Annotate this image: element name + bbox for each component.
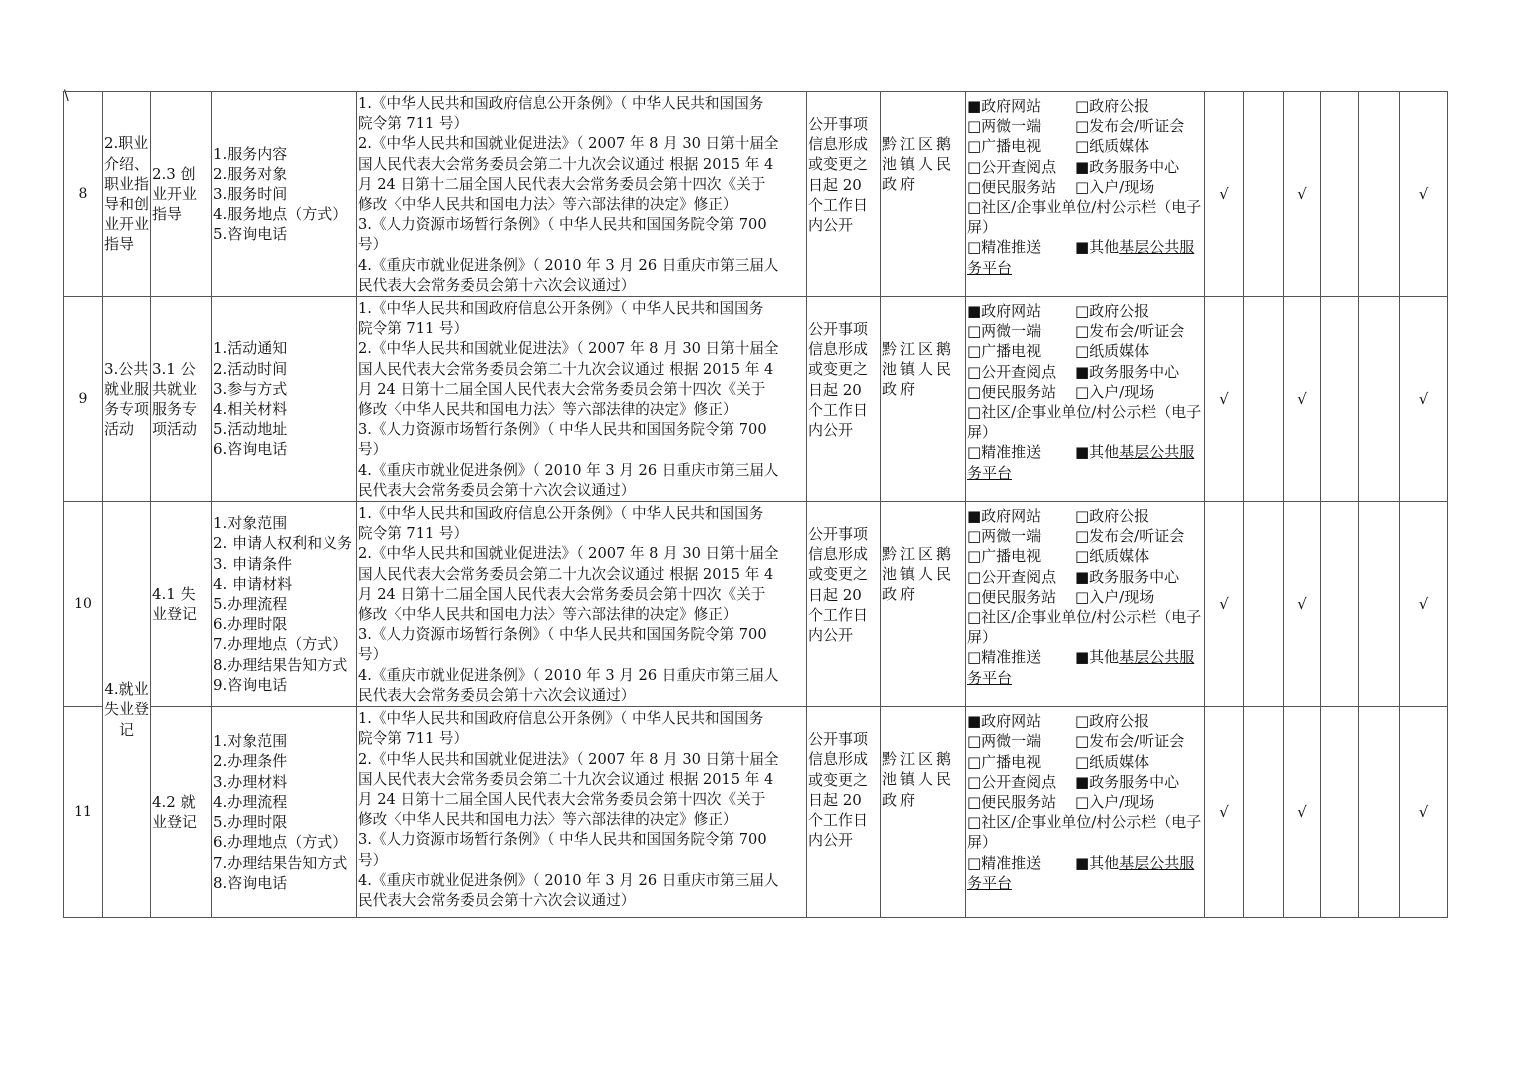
law-line: 3.《人力资源市场暂行条例》（ 中华人民共和国国务院令第 700: [358, 216, 767, 234]
disclosure-table: [63, 91, 1448, 918]
subject-cell: 黔江区鹅池镇人民政府: [881, 707, 966, 918]
channel-option: □便民服务站: [967, 792, 1057, 811]
list-item: 3. 申请条件: [213, 554, 293, 573]
time-limit-cell: 公开事项信息形成或变更之日起 20 个工作日内公开: [807, 707, 881, 918]
list-item: 5.活动地址: [213, 420, 288, 439]
list-item: 4.相关材料: [213, 400, 288, 419]
category-cell: 2.职业介绍、职业指导和创业开业指导: [103, 92, 151, 297]
check-cell: √: [1400, 92, 1448, 297]
channel-option: □政府公报: [1075, 302, 1150, 321]
check-cell: [1359, 707, 1400, 918]
items-cell: [212, 707, 357, 918]
time-limit-cell: 公开事项信息形成或变更之日起 20 个工作日内公开: [807, 92, 881, 297]
law-line: 号）: [358, 441, 388, 459]
law-line: 号）: [358, 851, 388, 869]
subject-cell: 黔江区鹅池镇人民政府: [881, 92, 966, 297]
law-line: 月 24 日第十二届全国人民代表大会常务委员会第十四次《关于: [358, 380, 766, 398]
law-line: 修改〈中华人民共和国电力法〉等六部法律的决定》修正）: [358, 401, 738, 419]
list-item: 9.咨询电话: [213, 675, 288, 694]
law-line: 院令第 711 号）: [358, 320, 469, 338]
law-line: 民代表大会常务委员会第十六次会议通过）: [358, 481, 636, 499]
channel-option: □公开查阅点: [967, 567, 1057, 586]
law-line: 1.《中华人民共和国政府信息公开条例》（ 中华人民共和国国务: [358, 505, 764, 523]
laws-cell: [357, 92, 807, 297]
channel-option: □发布会/听证会: [1075, 732, 1185, 751]
channel-option: □入户/现场: [1075, 382, 1155, 401]
law-line: 3.《人力资源市场暂行条例》（ 中华人民共和国国务院令第 700: [358, 421, 767, 439]
law-line: 2.《中华人民共和国就业促进法》（ 2007 年 8 月 30 日第十届全: [358, 750, 779, 768]
law-line: 修改〈中华人民共和国电力法〉等六部法律的决定》修正）: [358, 196, 738, 214]
table-row: [64, 92, 1448, 297]
channel-option: □便民服务站: [967, 382, 1057, 401]
channel-option: ■其他: [1075, 238, 1120, 257]
channel-option: □精准推送: [967, 853, 1042, 872]
channel-option: □社区/企事业单位/村公示栏（电子屏）: [967, 813, 1202, 852]
row-number: 11: [64, 707, 103, 918]
time-limit-cell: 公开事项信息形成或变更之日起 20 个工作日内公开: [807, 502, 881, 707]
channel-option: □精准推送: [967, 238, 1042, 257]
corner-mark: \: [64, 88, 69, 104]
channel-option: ■政务服务中心: [1075, 772, 1180, 791]
laws-cell: [357, 707, 807, 918]
channel-option: ■其他: [1075, 443, 1120, 462]
channel-option: □两微一端: [967, 117, 1042, 136]
list-item: 5.办理流程: [213, 594, 288, 613]
channel-option: ■政务服务中心: [1075, 567, 1180, 586]
law-line: 月 24 日第十二届全国人民代表大会常务委员会第十四次《关于: [358, 585, 766, 603]
law-line: 号）: [358, 646, 388, 664]
check-cell: √: [1400, 502, 1448, 707]
check-cell: √: [1284, 92, 1321, 297]
channel-option: □入户/现场: [1075, 587, 1155, 606]
channel-option: □政府公报: [1075, 712, 1150, 731]
list-item: 4. 申请材料: [213, 574, 293, 593]
channel-option: ■其他: [1075, 853, 1120, 872]
channel-option: □纸质媒体: [1075, 137, 1150, 156]
check-cell: [1359, 297, 1400, 502]
law-line: 国人民代表大会常务委员会第二十九次会议通过 根据 2015 年 4: [358, 770, 774, 788]
list-item: 5.咨询电话: [213, 225, 288, 244]
channel-option: ■政府网站: [967, 97, 1042, 115]
channel-other-text: 基层公共服务平台: [967, 443, 1195, 482]
law-line: 民代表大会常务委员会第十六次会议通过）: [358, 276, 636, 294]
channel-option: □广播电视: [967, 547, 1042, 566]
channel-option: □公开查阅点: [967, 157, 1057, 176]
channels-cell: [966, 502, 1205, 707]
table-row: [64, 707, 1448, 918]
channel-option: ■其他: [1075, 648, 1120, 667]
check-cell: √: [1284, 707, 1321, 918]
list-item: 3.办理材料: [213, 772, 288, 791]
check-cell: √: [1400, 297, 1448, 502]
list-item: 2.活动时间: [213, 359, 288, 378]
channel-option: □公开查阅点: [967, 772, 1057, 791]
channel-option: □两微一端: [967, 732, 1042, 751]
check-cell: [1359, 92, 1400, 297]
laws-cell: [357, 502, 807, 707]
law-line: 修改〈中华人民共和国电力法〉等六部法律的决定》修正）: [358, 606, 738, 624]
check-cell: √: [1205, 92, 1244, 297]
channel-option: □两微一端: [967, 322, 1042, 341]
channel-option: □广播电视: [967, 342, 1042, 361]
list-item: 7.办理地点（方式）: [213, 635, 348, 654]
law-line: 院令第 711 号）: [358, 730, 469, 748]
table-row: [64, 502, 1448, 707]
row-number: 8: [64, 92, 103, 297]
channel-other-text: 基层公共服务平台: [967, 238, 1195, 277]
channel-option: ■政府网站: [967, 302, 1042, 321]
channel-option: □社区/企事业单位/村公示栏（电子屏）: [967, 198, 1202, 237]
check-cell: [1321, 707, 1359, 918]
check-cell: √: [1284, 297, 1321, 502]
channel-option: □政府公报: [1075, 507, 1150, 526]
law-line: 民代表大会常务委员会第十六次会议通过）: [358, 891, 636, 909]
list-item: 3.服务时间: [213, 184, 288, 203]
list-item: 4.服务地点（方式）: [213, 205, 348, 224]
category-cell: 3.公共就业服务专项活动: [103, 297, 151, 502]
channels-cell: [966, 297, 1205, 502]
time-limit-cell: 公开事项信息形成或变更之日起 20 个工作日内公开: [807, 297, 881, 502]
check-cell: √: [1205, 707, 1244, 918]
table-row: [64, 297, 1448, 502]
check-cell: [1244, 297, 1284, 502]
list-item: 6.咨询电话: [213, 440, 288, 459]
channel-option: □广播电视: [967, 137, 1042, 156]
channel-option: □广播电视: [967, 752, 1042, 771]
law-line: 3.《人力资源市场暂行条例》（ 中华人民共和国国务院令第 700: [358, 626, 767, 644]
list-item: 2.服务对象: [213, 164, 288, 183]
law-line: 国人民代表大会常务委员会第二十九次会议通过 根据 2015 年 4: [358, 360, 774, 378]
check-cell: [1244, 707, 1284, 918]
law-line: 4.《重庆市就业促进条例》（ 2010 年 3 月 26 日重庆市第三届人: [358, 666, 779, 684]
law-line: 民代表大会常务委员会第十六次会议通过）: [358, 686, 636, 704]
channel-option: □入户/现场: [1075, 792, 1155, 811]
list-item: 6.办理时限: [213, 615, 288, 634]
channel-option: □纸质媒体: [1075, 547, 1150, 566]
channel-option: ■政府网站: [967, 712, 1042, 731]
subject-cell: 黔江区鹅池镇人民政府: [881, 502, 966, 707]
list-item: 7.办理结果告知方式: [213, 853, 348, 872]
check-cell: [1321, 92, 1359, 297]
channel-other-text: 基层公共服务平台: [967, 648, 1195, 687]
subject-cell: 黔江区鹅池镇人民政府: [881, 297, 966, 502]
check-cell: √: [1400, 707, 1448, 918]
channel-option: ■政府网站: [967, 507, 1042, 526]
list-item: 8.办理结果告知方式: [213, 655, 348, 674]
law-line: 院令第 711 号）: [358, 115, 469, 133]
list-item: 1.对象范围: [213, 514, 288, 533]
law-line: 1.《中华人民共和国政府信息公开条例》（ 中华人民共和国国务: [358, 95, 764, 112]
channel-option: □入户/现场: [1075, 177, 1155, 196]
category-cell: 4.就业失业登记: [103, 502, 151, 918]
law-line: 4.《重庆市就业促进条例》（ 2010 年 3 月 26 日重庆市第三届人: [358, 461, 779, 479]
law-line: 1.《中华人民共和国政府信息公开条例》（ 中华人民共和国国务: [358, 710, 764, 728]
check-cell: [1321, 502, 1359, 707]
law-line: 2.《中华人民共和国就业促进法》（ 2007 年 8 月 30 日第十届全: [358, 545, 779, 563]
items-cell: [212, 297, 357, 502]
subcategory-cell: 2.3 创业开业指导: [151, 92, 212, 297]
law-line: 国人民代表大会常务委员会第二十九次会议通过 根据 2015 年 4: [358, 565, 774, 583]
row-number: 10: [64, 502, 103, 707]
channel-option: □两微一端: [967, 527, 1042, 546]
check-cell: [1244, 502, 1284, 707]
subcategory-cell: 3.1 公共就业服务专项活动: [151, 297, 212, 502]
law-line: 4.《重庆市就业促进条例》（ 2010 年 3 月 26 日重庆市第三届人: [358, 256, 779, 274]
channel-other-text: 基层公共服务平台: [967, 853, 1195, 892]
subcategory-cell: 4.1 失业登记: [151, 502, 212, 707]
channel-option: ■政务服务中心: [1075, 157, 1180, 176]
list-item: 5.办理时限: [213, 813, 288, 832]
laws-cell: [357, 297, 807, 502]
law-line: 1.《中华人民共和国政府信息公开条例》（ 中华人民共和国国务: [358, 300, 764, 318]
check-cell: √: [1205, 297, 1244, 502]
law-line: 2.《中华人民共和国就业促进法》（ 2007 年 8 月 30 日第十届全: [358, 340, 779, 358]
check-cell: [1244, 92, 1284, 297]
check-cell: √: [1205, 502, 1244, 707]
check-cell: [1359, 502, 1400, 707]
law-line: 月 24 日第十二届全国人民代表大会常务委员会第十四次《关于: [358, 790, 766, 808]
list-item: 4.办理流程: [213, 792, 288, 811]
channel-option: □政府公报: [1075, 97, 1150, 115]
list-item: 8.咨询电话: [213, 873, 288, 892]
list-item: 1.服务内容: [213, 144, 288, 163]
row-number: 9: [64, 297, 103, 502]
law-line: 4.《重庆市就业促进条例》（ 2010 年 3 月 26 日重庆市第三届人: [358, 871, 779, 889]
list-item: 1.对象范围: [213, 732, 288, 751]
channel-option: □社区/企事业单位/村公示栏（电子屏）: [967, 608, 1202, 647]
law-line: 3.《人力资源市场暂行条例》（ 中华人民共和国国务院令第 700: [358, 831, 767, 849]
law-line: 国人民代表大会常务委员会第二十九次会议通过 根据 2015 年 4: [358, 155, 774, 173]
channel-option: □便民服务站: [967, 587, 1057, 606]
channel-option: ■政务服务中心: [1075, 362, 1180, 381]
channel-option: □纸质媒体: [1075, 342, 1150, 361]
items-cell: [212, 92, 357, 297]
law-line: 号）: [358, 236, 388, 254]
channels-cell: [966, 707, 1205, 918]
channel-option: □社区/企事业单位/村公示栏（电子屏）: [967, 403, 1202, 442]
subcategory-cell: 4.2 就业登记: [151, 707, 212, 918]
channel-option: □便民服务站: [967, 177, 1057, 196]
list-item: 3.参与方式: [213, 379, 288, 398]
list-item: 6.办理地点（方式）: [213, 833, 348, 852]
channel-option: □发布会/听证会: [1075, 527, 1185, 546]
law-line: 院令第 711 号）: [358, 525, 469, 543]
list-item: 2.办理条件: [213, 752, 288, 771]
list-item: 1.活动通知: [213, 339, 288, 358]
channels-cell: [966, 92, 1205, 297]
channel-option: □发布会/听证会: [1075, 117, 1185, 136]
law-line: 修改〈中华人民共和国电力法〉等六部法律的决定》修正）: [358, 811, 738, 829]
channel-option: □精准推送: [967, 648, 1042, 667]
channel-option: □公开查阅点: [967, 362, 1057, 381]
check-cell: [1321, 297, 1359, 502]
check-cell: √: [1284, 502, 1321, 707]
law-line: 2.《中华人民共和国就业促进法》（ 2007 年 8 月 30 日第十届全: [358, 135, 779, 153]
channel-option: □精准推送: [967, 443, 1042, 462]
items-cell: [212, 502, 357, 707]
channel-option: □纸质媒体: [1075, 752, 1150, 771]
law-line: 月 24 日第十二届全国人民代表大会常务委员会第十四次《关于: [358, 175, 766, 193]
channel-option: □发布会/听证会: [1075, 322, 1185, 341]
list-item: 2. 申请人权利和义务: [213, 534, 353, 553]
